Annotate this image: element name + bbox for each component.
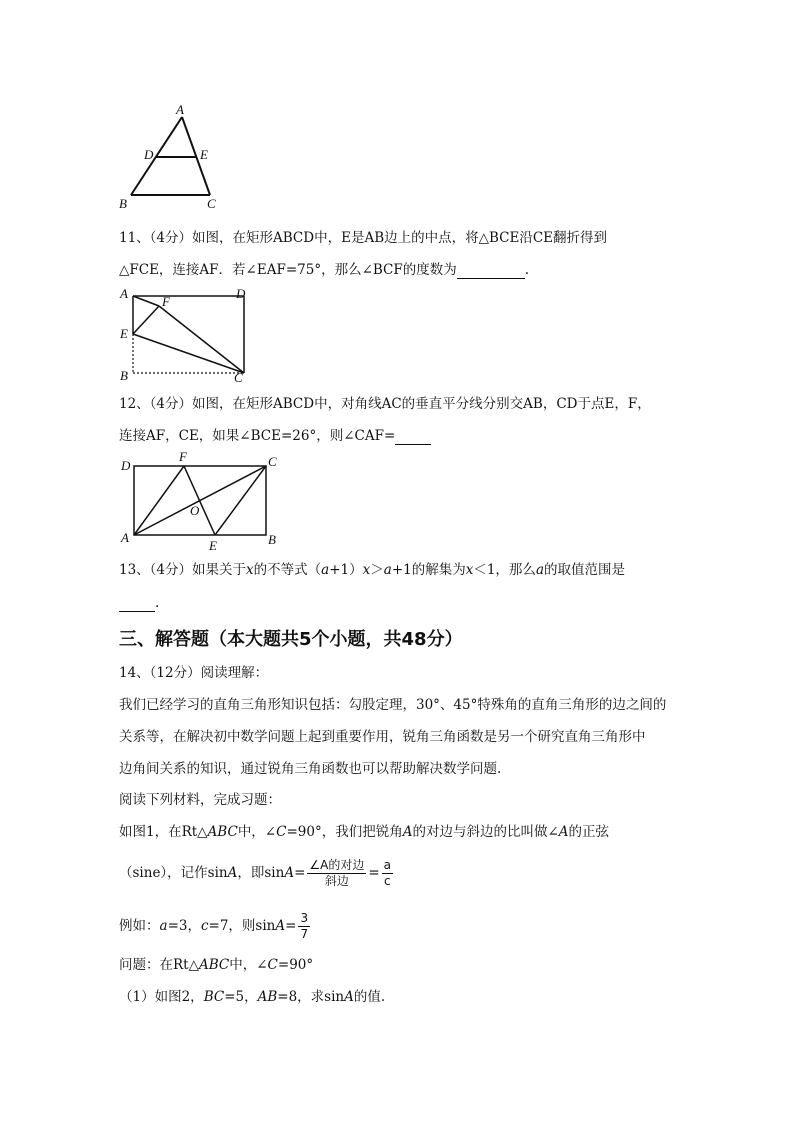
sine-text-2: ，即sin [237,865,285,881]
q14-head: 14、（12分）阅读理解： [119,665,269,681]
prob-text-3: =90° [277,957,314,973]
sub1-ab: AB [257,989,278,1005]
q13-end: . [155,595,160,611]
q13-line2 [119,594,159,612]
prob-text-1: 问题：在Rt△ [119,957,199,973]
q13-text-5: +1的解集为 [391,562,466,578]
prob-abc: ABC [198,957,230,973]
ex-text-2: =3， [167,918,201,934]
q14-para1: 我们已经学习的直角三角形知识包括：勾股定理，30°、45°特殊角的直角三角形的边之间的 [119,697,667,713]
label-f: F [162,294,170,309]
sub1-text-2: =5， [224,989,258,1005]
ex-a: a [159,918,168,934]
q13-text-6: ＜1，那么 [473,562,536,578]
q11-line1: 11、（4分）如图，在矩形ABCD中，E是AB边上的中点，将△BCE沿CE翻折得到 [119,230,608,246]
sub1-text-1: （1）如图2， [119,989,204,1005]
def-text-2: 中，∠ [237,824,277,840]
q14-subquestion-1 [119,988,385,1006]
label-o: O [190,503,200,518]
sine-fraction-2 [382,858,393,889]
label-e: E [120,326,128,341]
label-b: B [119,196,127,211]
sine-a2: A [284,865,295,881]
q12-line1: 12、（4分）如图，在矩形ABCD中，对角线AC的垂直平分线分别交AB，CD于点E，F， [119,396,651,412]
label-b: B [120,368,128,383]
sine-fraction-2-denominator: c [384,874,391,888]
sine-a: A [227,865,238,881]
q12-line2-text: 连接AF，CE，如果∠BCE=26°，则∠CAF= [119,428,396,444]
sine-fraction [307,858,366,889]
sine-fraction-2-numerator: a [383,858,392,872]
label-d: D [121,458,131,473]
label-a: A [121,530,129,545]
prob-c: C [267,957,278,973]
def-c: C [276,824,287,840]
sub1-text-3: =8，求sin [277,989,345,1005]
def-a2: A [558,824,569,840]
sine-eq: = [294,865,306,881]
ex-eq: = [285,918,297,934]
label-c: C [234,370,243,385]
def-text-1: 如图1，在Rt△ [119,824,208,840]
q13-var-a2: a [383,562,392,578]
label-d: D [144,147,154,162]
def-a: A [402,824,413,840]
def-text-4: 的对边与斜边的比叫做∠ [412,824,559,840]
def-text-5: 的正弦 [568,824,610,840]
label-a: A [176,102,184,117]
ex-text-3: =7，则sin [208,918,276,934]
label-b: B [268,532,276,547]
label-e: E [200,147,208,162]
example-fraction [298,911,310,942]
q13-text-7: 的取值范围是 [544,562,625,578]
q13-text-3: +1） [329,562,363,578]
segment-fe [184,466,215,535]
sine-fraction-numerator: ∠A的对边 [309,858,365,872]
q14-sine-formula [119,853,395,893]
sine-eq2: = [368,865,380,881]
section-heading: 三、解答题（本大题共5个小题，共48分） [119,629,463,650]
prob-text-2: 中，∠ [229,957,268,973]
sub1-a: A [344,989,354,1005]
q14-definition [119,823,609,841]
q13-var-x1: x [246,562,254,578]
label-a: A [120,286,128,301]
sine-text-1: （sine），记作sin [119,865,228,881]
q13-var-a3: a [535,562,544,578]
sub1-bc: BC [203,989,225,1005]
label-c: C [207,196,216,211]
sub1-text-4: 的值. [353,989,386,1005]
label-e: E [209,538,217,553]
q14-read-instruction: 阅读下列材料，完成习题： [119,792,281,808]
def-text-3: =90°，我们把锐角 [286,824,403,840]
q14-para3: 边角间关系的知识，通过锐角三角函数也可以帮助解决数学问题. [119,761,502,777]
q13-text-2: 的不等式（ [253,562,322,578]
q13-answer-blank[interactable] [119,597,155,612]
segment-ce [215,466,266,535]
ex-text-1: 例如： [119,918,160,934]
q11-end: . [524,262,530,278]
def-abc: ABC [207,824,238,840]
example-fraction-denominator: 7 [300,927,309,941]
sine-fraction-denominator: 斜边 [324,874,349,888]
label-f: F [179,449,187,464]
label-d: D [236,286,246,301]
q13-text-1: 13、（4分）如果关于 [119,562,247,578]
label-c: C [268,454,277,469]
q14-para2: 关系等，在解决初中数学问题上起到重要作用，锐角三角函数是另一个研究直角三角形中 [119,729,646,745]
q13-line1 [119,561,625,579]
segment-af [134,466,184,535]
q13-var-a1: a [321,562,330,578]
q11-line2-text: △FCE，连接AF．若∠EAF=75°，那么∠BCF的度数为 [119,262,457,278]
q13-var-x3: x [465,562,474,578]
ex-c: c [200,918,209,934]
q13-text-4: ＞ [370,562,384,578]
q14-problem [119,956,313,974]
q14-example [119,906,312,946]
q13-var-x2: x [362,562,371,578]
example-fraction-numerator: 3 [300,911,309,925]
ex-a-angle: A [275,918,286,934]
